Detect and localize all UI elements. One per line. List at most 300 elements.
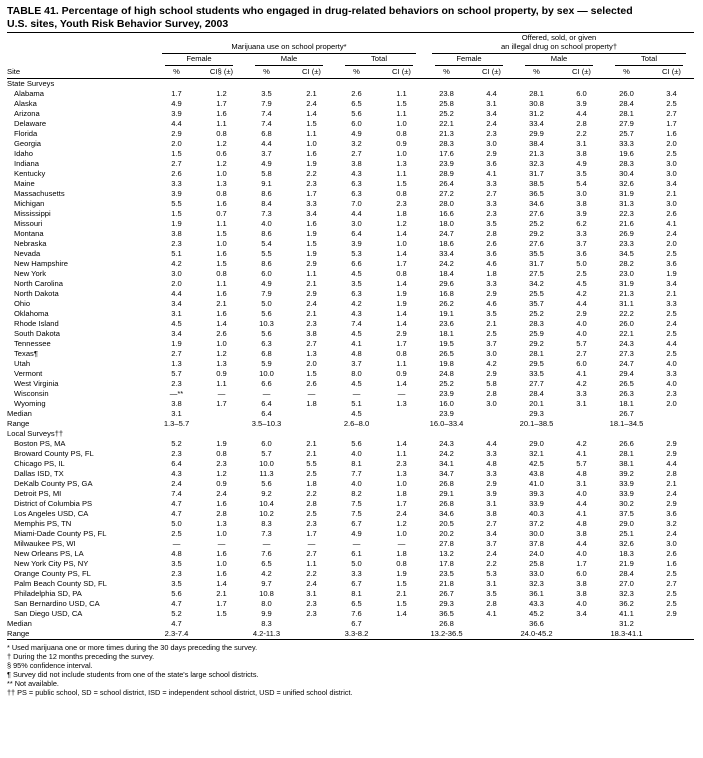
- group-label-offered-drug: [432, 33, 686, 54]
- value-cell: 3.5: [576, 168, 587, 178]
- value-cell: 2.8: [486, 598, 497, 608]
- value-cell: 27.8: [439, 538, 454, 548]
- value-cell: 7.9: [261, 288, 272, 298]
- summary-empty-cell: [649, 619, 694, 629]
- value-cell: 26.8: [439, 498, 454, 508]
- value-cell: 32.6: [619, 178, 634, 188]
- table-row: [7, 509, 694, 519]
- value-cell: 2.5: [666, 148, 677, 158]
- value-cell: 4.4: [351, 208, 362, 218]
- value-cell: 8.0: [351, 368, 362, 378]
- value-cell: —: [397, 538, 406, 548]
- value-cell: 5.2: [171, 438, 182, 448]
- sex-header-female-marijuana: Female: [154, 54, 244, 66]
- value-cell: 4.7: [171, 498, 182, 508]
- value-cell: 43.3: [529, 598, 544, 608]
- table-row: [7, 109, 694, 119]
- value-cell: 25.5: [529, 288, 544, 298]
- value-cell: —: [172, 538, 181, 548]
- value-cell: 2.6: [351, 88, 362, 98]
- table-row: [7, 269, 694, 279]
- value-cell: 1.9: [306, 228, 317, 238]
- value-cell: 26.3: [619, 388, 634, 398]
- value-cell: 3.9: [171, 188, 182, 198]
- measure-header-row: [7, 66, 694, 79]
- value-cell: 2.5: [306, 508, 317, 518]
- value-cell: 39.2: [619, 468, 634, 478]
- value-cell: 1.1: [396, 108, 407, 118]
- table-row: [7, 439, 694, 449]
- value-cell: 26.5: [439, 348, 454, 358]
- value-cell: 32.3: [619, 588, 634, 598]
- table-row: [7, 549, 694, 559]
- table-row: [7, 299, 694, 309]
- value-cell: 6.4: [171, 458, 182, 468]
- value-cell: 16.8: [439, 288, 454, 298]
- value-cell: —: [217, 388, 226, 398]
- value-cell: 2.3: [216, 458, 227, 468]
- value-cell: 25.2: [439, 378, 454, 388]
- site-name: Indiana: [14, 158, 39, 168]
- value-cell: 2.8: [486, 228, 497, 238]
- value-cell: 3.1: [171, 308, 182, 318]
- value-cell: —: [307, 388, 316, 398]
- value-cell: 20.1: [529, 398, 544, 408]
- section-label: Local Surveys††: [7, 428, 64, 438]
- value-cell: 16.0: [439, 398, 454, 408]
- value-cell: 3.1: [486, 498, 497, 508]
- value-cell: 4.6: [486, 298, 497, 308]
- value-cell: 3.1: [306, 588, 317, 598]
- footnote-survey-exclusion: ¶ Survey did not include students from one of the state's large school districts.: [7, 669, 259, 679]
- value-cell: 38.5: [529, 178, 544, 188]
- summary-label: Median: [7, 408, 32, 418]
- value-cell: 2.7: [306, 548, 317, 558]
- summary-empty-cell: [199, 419, 244, 429]
- value-cell: 2.9: [666, 438, 677, 448]
- value-cell: 28.2: [619, 258, 634, 268]
- value-cell: 2.8: [216, 508, 227, 518]
- value-cell: 4.0: [351, 448, 362, 458]
- value-cell: 31.3: [619, 198, 634, 208]
- value-cell: 1.4: [396, 308, 407, 318]
- value-cell: 1.9: [171, 338, 182, 348]
- value-cell: 4.4: [666, 458, 677, 468]
- value-cell: 2.3: [171, 378, 182, 388]
- sex-header-male-marijuana: Male: [244, 54, 334, 66]
- value-cell: 22.3: [619, 208, 634, 218]
- value-cell: 4.2: [351, 298, 362, 308]
- percent-header: %: [604, 66, 649, 79]
- table-row: [7, 99, 694, 109]
- value-cell: 5.8: [261, 168, 272, 178]
- value-cell: 16.6: [439, 208, 454, 218]
- value-cell: 43.8: [529, 468, 544, 478]
- value-cell: 1.5: [216, 258, 227, 268]
- table-row: [7, 569, 694, 579]
- value-cell: 25.2: [529, 308, 544, 318]
- value-cell: 19.1: [439, 308, 454, 318]
- table-row: [7, 179, 694, 189]
- value-cell: 27.2: [439, 188, 454, 198]
- site-name: Miami-Dade County PS, FL: [14, 528, 107, 538]
- value-cell: 7.6: [351, 608, 362, 618]
- value-cell: 2.0: [306, 358, 317, 368]
- value-cell: 3.3: [666, 298, 677, 308]
- value-cell: 4.9: [171, 98, 182, 108]
- value-cell: 1.2: [216, 158, 227, 168]
- value-cell: 21.6: [619, 218, 634, 228]
- value-cell: 4.3: [351, 168, 362, 178]
- table-row: [7, 499, 694, 509]
- table-row: [7, 139, 694, 149]
- value-cell: 28.3: [529, 318, 544, 328]
- table-row: [7, 359, 694, 369]
- value-cell: 6.3: [351, 178, 362, 188]
- value-cell: 4.7: [171, 508, 182, 518]
- value-cell: 1.8: [396, 488, 407, 498]
- value-cell: 2.3: [306, 608, 317, 618]
- value-cell: 31.7: [529, 258, 544, 268]
- value-cell: 10.4: [259, 498, 274, 508]
- value-cell: 3.5: [486, 588, 497, 598]
- value-cell: 4.0: [576, 548, 587, 558]
- value-cell: 3.6: [576, 248, 587, 258]
- value-cell: 21.3: [439, 128, 454, 138]
- value-cell: —: [307, 538, 316, 548]
- table-row: [7, 259, 694, 269]
- ci-header: CI (±): [469, 66, 514, 79]
- value-cell: 0.8: [396, 128, 407, 138]
- value-cell: 19.5: [439, 338, 454, 348]
- value-cell: 26.0: [619, 318, 634, 328]
- value-cell: 38.1: [619, 458, 634, 468]
- value-cell: 2.7: [306, 338, 317, 348]
- value-cell: 3.4: [486, 108, 497, 118]
- value-cell: 3.4: [171, 328, 182, 338]
- value-cell: 2.9: [666, 498, 677, 508]
- value-cell: 2.6: [666, 548, 677, 558]
- table-header: [7, 33, 694, 78]
- value-cell: 1.6: [216, 288, 227, 298]
- value-cell: 5.6: [351, 108, 362, 118]
- site-name: New York: [14, 268, 47, 278]
- value-cell: 5.7: [261, 448, 272, 458]
- value-cell: 4.4: [576, 108, 587, 118]
- value-cell: 2.7: [666, 578, 677, 588]
- value-cell: 21.3: [529, 148, 544, 158]
- site-name: Delaware: [14, 118, 47, 128]
- value-cell: 6.0: [576, 568, 587, 578]
- value-cell: 2.9: [306, 288, 317, 298]
- value-cell: 24.2: [439, 448, 454, 458]
- section-label: State Surveys: [7, 78, 55, 88]
- value-cell: 26.2: [439, 298, 454, 308]
- value-cell: 3.9: [351, 238, 362, 248]
- value-cell: 3.5: [486, 218, 497, 228]
- group-label-marijuana-use: [162, 42, 416, 54]
- value-cell: 0.6: [216, 148, 227, 158]
- value-cell: 34.7: [439, 468, 454, 478]
- site-name: North Dakota: [14, 288, 59, 298]
- value-cell: 2.6: [216, 328, 227, 338]
- value-cell: 2.6: [666, 208, 677, 218]
- summary-empty-cell: [649, 409, 694, 419]
- table-row: [7, 539, 694, 549]
- value-cell: 3.4: [486, 528, 497, 538]
- value-cell: 1.4: [396, 278, 407, 288]
- value-cell: 6.2: [576, 218, 587, 228]
- value-cell: 24.3: [619, 338, 634, 348]
- value-cell: 4.2: [171, 258, 182, 268]
- table-row: [7, 389, 694, 399]
- value-cell: 5.4: [576, 178, 587, 188]
- value-cell: 3.1: [486, 98, 497, 108]
- value-cell: 5.4: [261, 238, 272, 248]
- value-cell: 9.7: [261, 578, 272, 588]
- value-cell: 2.5: [306, 468, 317, 478]
- value-cell: 4.0: [261, 218, 272, 228]
- value-cell: 3.0: [171, 268, 182, 278]
- value-cell: 3.0: [486, 398, 497, 408]
- site-name: Nebraska: [14, 238, 47, 248]
- value-cell: 1.1: [396, 358, 407, 368]
- value-cell: 3.3: [306, 198, 317, 208]
- value-cell: 32.6: [619, 538, 634, 548]
- value-cell: 19.8: [439, 358, 454, 368]
- value-cell: 25.7: [619, 128, 634, 138]
- summary-empty-cell: [469, 419, 514, 429]
- summary-value-cell: 31.2: [619, 618, 634, 628]
- value-cell: 3.4: [576, 608, 587, 618]
- value-cell: 3.8: [486, 508, 497, 518]
- summary-empty-cell: [559, 409, 604, 419]
- value-cell: 2.9: [486, 478, 497, 488]
- value-cell: 3.3: [486, 448, 497, 458]
- group-header-offered-drug: [424, 33, 694, 54]
- value-cell: 40.3: [529, 508, 544, 518]
- summary-value-cell: 23.9: [439, 408, 454, 418]
- summary-value-cell: 13.2-36.5: [430, 628, 463, 638]
- value-cell: 1.3: [396, 158, 407, 168]
- value-cell: 1.0: [306, 138, 317, 148]
- value-cell: 5.7: [576, 458, 587, 468]
- value-cell: 6.7: [351, 578, 362, 588]
- value-cell: 2.3: [171, 448, 182, 458]
- value-cell: 1.0: [216, 558, 227, 568]
- summary-value-cell: 4.7: [171, 618, 182, 628]
- site-name: Wisconsin: [14, 388, 49, 398]
- value-cell: 5.0: [576, 258, 587, 268]
- site-name: New Orleans PS, LA: [14, 548, 84, 558]
- summary-label: Range: [7, 418, 30, 428]
- value-cell: 2.5: [666, 568, 677, 578]
- value-cell: 3.8: [576, 198, 587, 208]
- value-cell: 28.1: [529, 348, 544, 358]
- value-cell: 32.3: [529, 158, 544, 168]
- value-cell: 3.9: [576, 208, 587, 218]
- site-name: Oklahoma: [14, 308, 49, 318]
- site-name: Dallas ISD, TX: [14, 468, 64, 478]
- value-cell: 3.2: [351, 138, 362, 148]
- value-cell: 3.5: [486, 308, 497, 318]
- value-cell: 3.4: [666, 278, 677, 288]
- percent-header: %: [244, 66, 289, 79]
- value-cell: 1.1: [396, 448, 407, 458]
- value-cell: 1.5: [171, 148, 182, 158]
- value-cell: 41.1: [619, 608, 634, 618]
- site-name: Vermont: [14, 368, 43, 378]
- value-cell: 3.5: [351, 278, 362, 288]
- summary-value-cell: 18.1–34.5: [609, 418, 644, 428]
- value-cell: 1.1: [306, 128, 317, 138]
- value-cell: 45.2: [529, 608, 544, 618]
- value-cell: 33.4: [529, 118, 544, 128]
- value-cell: 1.3: [216, 358, 227, 368]
- site-name: Philadelphia SD, PA: [14, 588, 82, 598]
- value-cell: 1.4: [396, 318, 407, 328]
- value-cell: 1.6: [216, 198, 227, 208]
- value-cell: 4.4: [666, 338, 677, 348]
- value-cell: 3.4: [171, 298, 182, 308]
- value-cell: 3.7: [576, 238, 587, 248]
- value-cell: 1.7: [576, 558, 587, 568]
- value-cell: 37.5: [619, 508, 634, 518]
- value-cell: 3.0: [666, 538, 677, 548]
- summary-empty-cell: [469, 409, 514, 419]
- value-cell: 6.0: [261, 438, 272, 448]
- table-row: [7, 129, 694, 139]
- value-cell: 4.0: [576, 328, 587, 338]
- value-cell: 1.7: [171, 88, 182, 98]
- value-cell: 4.4: [486, 88, 497, 98]
- value-cell: 2.3: [486, 128, 497, 138]
- value-cell: 6.5: [351, 598, 362, 608]
- value-cell: 2.5: [666, 348, 677, 358]
- value-cell: 26.7: [439, 588, 454, 598]
- value-cell: 4.4: [576, 498, 587, 508]
- value-cell: 1.0: [216, 168, 227, 178]
- table-row: [7, 309, 694, 319]
- value-cell: 2.0: [666, 138, 677, 148]
- value-cell: 2.3: [171, 238, 182, 248]
- value-cell: 18.4: [439, 268, 454, 278]
- value-cell: 2.4: [666, 488, 677, 498]
- value-cell: 1.2: [396, 218, 407, 228]
- value-cell: 4.1: [666, 218, 677, 228]
- summary-empty-cell: [199, 409, 244, 419]
- site-name: Boston PS, MA: [14, 438, 66, 448]
- value-cell: 4.8: [486, 458, 497, 468]
- value-cell: 8.0: [261, 598, 272, 608]
- site-name: Alaska: [14, 98, 37, 108]
- value-cell: 26.5: [619, 378, 634, 388]
- value-cell: 1.6: [666, 558, 677, 568]
- value-cell: 10.0: [259, 368, 274, 378]
- value-cell: 2.5: [666, 598, 677, 608]
- value-cell: 1.5: [396, 98, 407, 108]
- value-cell: 2.0: [171, 138, 182, 148]
- table-title: [7, 5, 694, 30]
- summary-empty-cell: [649, 419, 694, 429]
- table-title-line-2: U.S. sites, Youth Risk Behavior Survey, 2003: [7, 17, 229, 30]
- value-cell: 3.8: [351, 158, 362, 168]
- value-cell: 6.4: [351, 228, 362, 238]
- value-cell: 2.9: [576, 308, 587, 318]
- value-cell: 7.4: [261, 118, 272, 128]
- value-cell: 8.6: [261, 258, 272, 268]
- value-cell: 1.1: [216, 378, 227, 388]
- value-cell: 36.5: [529, 188, 544, 198]
- value-cell: 2.6: [486, 238, 497, 248]
- value-cell: 2.3: [306, 518, 317, 528]
- summary-value-cell: 24.0-45.2: [520, 628, 553, 638]
- value-cell: 5.1: [351, 398, 362, 408]
- value-cell: 2.9: [666, 448, 677, 458]
- value-cell: 9.9: [261, 608, 272, 618]
- value-cell: 33.3: [619, 138, 634, 148]
- value-cell: —: [217, 538, 226, 548]
- value-cell: 8.6: [261, 188, 272, 198]
- value-cell: 9.2: [261, 488, 272, 498]
- value-cell: 2.1: [306, 278, 317, 288]
- value-cell: 7.5: [351, 508, 362, 518]
- table-row: [7, 249, 694, 259]
- value-cell: 29.5: [529, 358, 544, 368]
- value-cell: 3.0: [666, 158, 677, 168]
- value-cell: 25.8: [529, 558, 544, 568]
- site-name: Maine: [14, 178, 35, 188]
- value-cell: 4.2: [261, 568, 272, 578]
- value-cell: 19.6: [619, 148, 634, 158]
- value-cell: 1.7: [216, 398, 227, 408]
- table-row: [7, 489, 694, 499]
- value-cell: 5.6: [261, 308, 272, 318]
- value-cell: 20.5: [439, 518, 454, 528]
- value-cell: 28.1: [619, 108, 634, 118]
- summary-value-cell: 3.5–10.3: [251, 418, 282, 428]
- value-cell: 2.5: [666, 98, 677, 108]
- value-cell: 1.9: [216, 438, 227, 448]
- site-name: New Hampshire: [14, 258, 69, 268]
- value-cell: 31.1: [619, 298, 634, 308]
- value-cell: 17.6: [439, 148, 454, 158]
- value-cell: 1.7: [216, 98, 227, 108]
- value-cell: 1.4: [216, 578, 227, 588]
- value-cell: 4.9: [351, 528, 362, 538]
- value-cell: 2.5: [576, 268, 587, 278]
- value-cell: 33.5: [529, 368, 544, 378]
- value-cell: 0.7: [216, 208, 227, 218]
- site-name: Nevada: [14, 248, 41, 258]
- value-cell: 1.9: [666, 268, 677, 278]
- table-row: [7, 289, 694, 299]
- summary-value-cell: 26.7: [619, 408, 634, 418]
- value-cell: 42.5: [529, 458, 544, 468]
- value-cell: 5.7: [171, 368, 182, 378]
- value-cell: 2.3: [486, 208, 497, 218]
- value-cell: 4.8: [171, 548, 182, 558]
- value-cell: 1.1: [216, 278, 227, 288]
- value-cell: —: [262, 538, 271, 548]
- value-cell: 24.2: [439, 258, 454, 268]
- table-row: [7, 189, 694, 199]
- value-cell: 4.2: [576, 438, 587, 448]
- value-cell: 7.5: [351, 498, 362, 508]
- site-name: North Carolina: [14, 278, 63, 288]
- value-cell: 1.1: [306, 268, 317, 278]
- value-cell: 4.1: [486, 168, 497, 178]
